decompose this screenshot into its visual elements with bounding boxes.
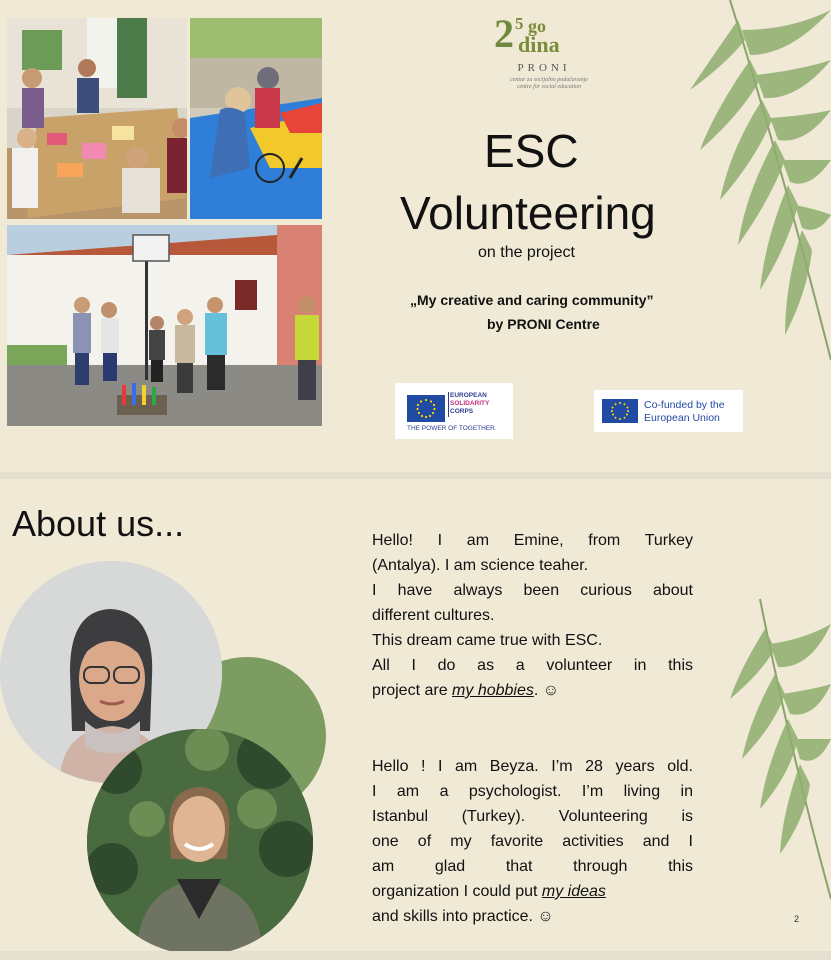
text-line: I am a psychologist. I’m living in [372,783,693,800]
text-fragment: . ☺ [533,682,560,699]
text-line: I have always been curious about [372,582,693,599]
beyza-intro-text [372,754,693,929]
page-number: 2 [794,914,800,924]
slide-cover [0,0,831,472]
my-ideas-link[interactable]: my ideas [541,883,606,900]
logo-proni: PRONI [517,62,571,74]
text-line: Hello ! I am Beyza. I’m 28 years old. [372,758,693,775]
text-line: (Antalya). I am science teaher. [372,557,589,574]
esc-line2: SOLIDARITY [450,400,490,407]
text-fragment: organization I could put [372,883,542,900]
logo-subtitle-english: centre for social education [516,84,582,90]
eu-flag-icon [407,395,445,422]
text-line [372,678,693,703]
cofunded-eu-badge [594,390,743,432]
my-hobbies-link[interactable]: my hobbies [452,682,534,699]
text-line: All I do as a volunteer in this [372,657,693,674]
logo-subtitle-local: centar za socijalno podučavanje [510,77,588,83]
title-volunteering: Volunteering [400,187,656,239]
badge-divider [448,392,449,417]
logo-dina: dina [518,32,560,57]
european-solidarity-corps-badge [395,383,513,439]
text-line: Istanbul (Turkey). Volunteering is [372,808,693,825]
eu-flag-icon [602,399,638,423]
esc-tagline: THE POWER OF TOGETHER. [407,425,497,432]
palm-frond-decoration [730,599,831,919]
text-line: one of my favorite activities and I [372,833,693,850]
text-line [372,879,693,904]
photo-beyza [87,729,313,951]
cofunded-line1: Co-funded by the [644,399,725,411]
about-heading: About us... [12,503,185,544]
photo-floor-activity [190,18,322,219]
esc-line3: CORPS [450,408,474,415]
logo-superscript: 5 [515,14,524,33]
text-line: and skills into practice. ☺ [372,908,554,925]
text-line: This dream came true with ESC. [372,632,603,649]
text-fragment: project are [372,682,453,699]
palm-frond-decoration [690,0,831,380]
text-line: Hello! I am Emine, from Turkey [372,532,693,549]
title-esc: ESC [484,125,579,177]
subtitle: on the project [478,244,575,261]
emine-intro-text [372,528,693,703]
project-name: „My creative and caring community” [410,292,654,308]
photo-courtyard-game [7,225,322,426]
esc-line1: EUROPEAN [450,392,487,399]
photo-classroom [7,18,187,219]
proni-25-years-logo [484,10,614,92]
by-line: by PRONI Centre [487,316,600,332]
text-line: different cultures. [372,607,495,624]
logo-go: go [528,16,546,36]
cofunded-line2: European Union [644,412,720,424]
logo-number: 2 [494,11,514,56]
slide-about-us [0,479,831,951]
text-line: am glad that through this [372,858,693,875]
